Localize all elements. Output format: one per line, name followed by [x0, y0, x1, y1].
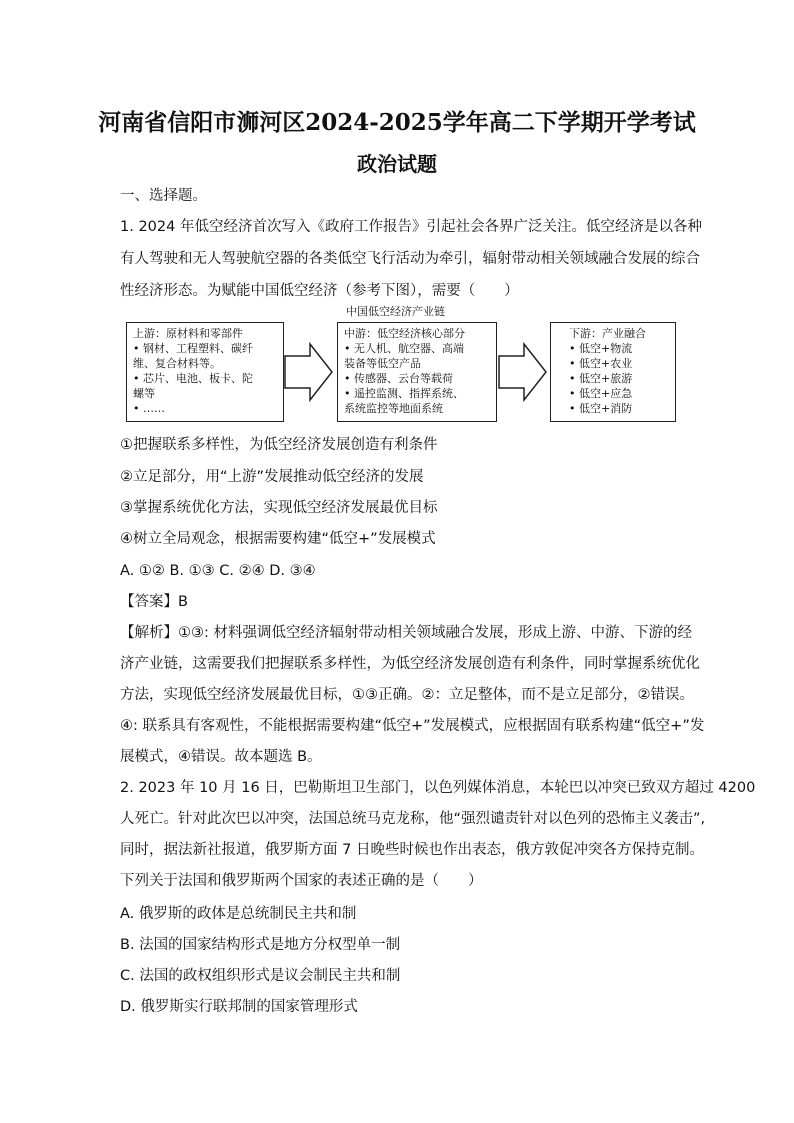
q1-answer: 【答案】B	[120, 594, 188, 610]
q1-option: ④树立全局观念，根据需要构建“低空+”发展模式	[120, 531, 436, 547]
q1-analysis-line: 济产业链，这需要我们把握联系多样性，为低空经济发展创造有利条件，同时掌握系统优化	[120, 656, 700, 672]
upstream-line: 维、复合材料等。	[133, 357, 221, 370]
midstream-line: • 传感器、云台等载荷	[344, 372, 453, 385]
downstream-line: 下游：产业融合	[569, 327, 646, 340]
upstream-line: 上游：原材料和零部件	[133, 327, 243, 340]
midstream-line: 中游：低空经济核心部分	[344, 327, 465, 340]
q2-stem-line: 人死亡。针对此次巴以冲突，法国总统马克龙称，他“强烈谴责针对以色列的恐怖主义袭击”,	[120, 811, 706, 827]
upstream-box	[126, 322, 284, 422]
q2-stem-line: 同时，据法新社报道，俄罗斯方面 7 日晚些时候也作出表态，俄方敦促冲突各方保持克制。	[120, 842, 704, 858]
upstream-line: 螺等	[133, 387, 155, 400]
q1-analysis-line: 【解析】①③: 材料强调低空经济辐射带动相关领域融合发展，形成上游、中游、下游的经	[120, 625, 692, 641]
chain-title: 中国低空经济产业链	[346, 305, 445, 318]
downstream-line: • 低空+物流	[569, 342, 633, 355]
right-arrow-icon	[498, 342, 548, 402]
downstream-line: • 低空+应急	[569, 387, 633, 400]
q2-option-c: C. 法国的政权组织形式是议会制民主共和制	[120, 968, 401, 984]
midstream-box	[337, 322, 497, 422]
section-heading: 一、选择题。	[120, 188, 207, 204]
page-title: 河南省信阳市浉河区2024-2025学年高二下学期开学考试	[98, 109, 696, 136]
midstream-line: • 遥控监测、指挥系统、	[344, 387, 464, 400]
q2-stem-line: 2. 2023 年 10 月 16 日，巴勒斯坦卫生部门，以色列媒体消息，本轮巴以冲突已致双方超过 4200	[120, 780, 756, 796]
midstream-line: 系统监控等地面系统	[344, 402, 443, 415]
q1-stem-line: 性经济形态。为赋能中国低空经济（参考下图），需要（ ）	[120, 283, 519, 299]
q1-analysis-line: ④: 联系具有客观性，不能根据需要构建“低空+”发展模式，应根据固有联系构建“低空+”发	[120, 718, 705, 734]
industry-chain-diagram	[126, 300, 676, 428]
q2-option-d: D. 俄罗斯实行联邦制的国家管理形式	[120, 999, 358, 1015]
midstream-line: • 无人机、航空器、高端	[344, 342, 464, 355]
q1-option: ③掌握系统优化方法，实现低空经济发展最优目标	[120, 500, 438, 516]
downstream-line: • 低空+旅游	[569, 372, 633, 385]
downstream-line: • 低空+消防	[569, 402, 633, 415]
upstream-line: • ……	[133, 402, 165, 415]
upstream-line: • 芯片、电池、板卡、陀	[133, 372, 253, 385]
q1-choices: A. ①② B. ①③ C. ②④ D. ③④	[120, 563, 316, 579]
q1-analysis-line: 方法，实现低空经济发展最优目标，①③正确。②：立足整体，而不是立足部分，②错误。	[120, 687, 694, 703]
q1-option: ②立足部分，用“上游”发展推动低空经济的发展	[120, 469, 424, 485]
midstream-line: 装备等低空产品	[344, 357, 421, 370]
q1-analysis-line: 展模式，④错误。故本题选 B。	[120, 749, 322, 765]
q2-option-a: A. 俄罗斯的政体是总统制民主共和制	[120, 906, 357, 922]
q2-stem-line: 下列关于法国和俄罗斯两个国家的表述正确的是（ ）	[120, 873, 483, 889]
q1-stem-line: 1. 2024 年低空经济首次写入《政府工作报告》引起社会各界广泛关注。低空经济是以各种	[120, 219, 702, 235]
downstream-line: • 低空+农业	[569, 357, 633, 370]
q1-option: ①把握联系多样性，为低空经济发展创造有利条件	[120, 437, 438, 453]
right-arrow-icon	[284, 342, 334, 402]
q1-stem-line: 有人驾驶和无人驾驶航空器的各类低空飞行活动为牵引，辐射带动相关领域融合发展的综合	[120, 251, 700, 267]
q2-option-b: B. 法国的国家结构形式是地方分权型单一制	[120, 937, 401, 953]
downstream-box	[550, 322, 676, 422]
upstream-line: • 钢材、工程塑料、碳纤	[133, 342, 253, 355]
page-subtitle: 政治试题	[357, 152, 437, 176]
